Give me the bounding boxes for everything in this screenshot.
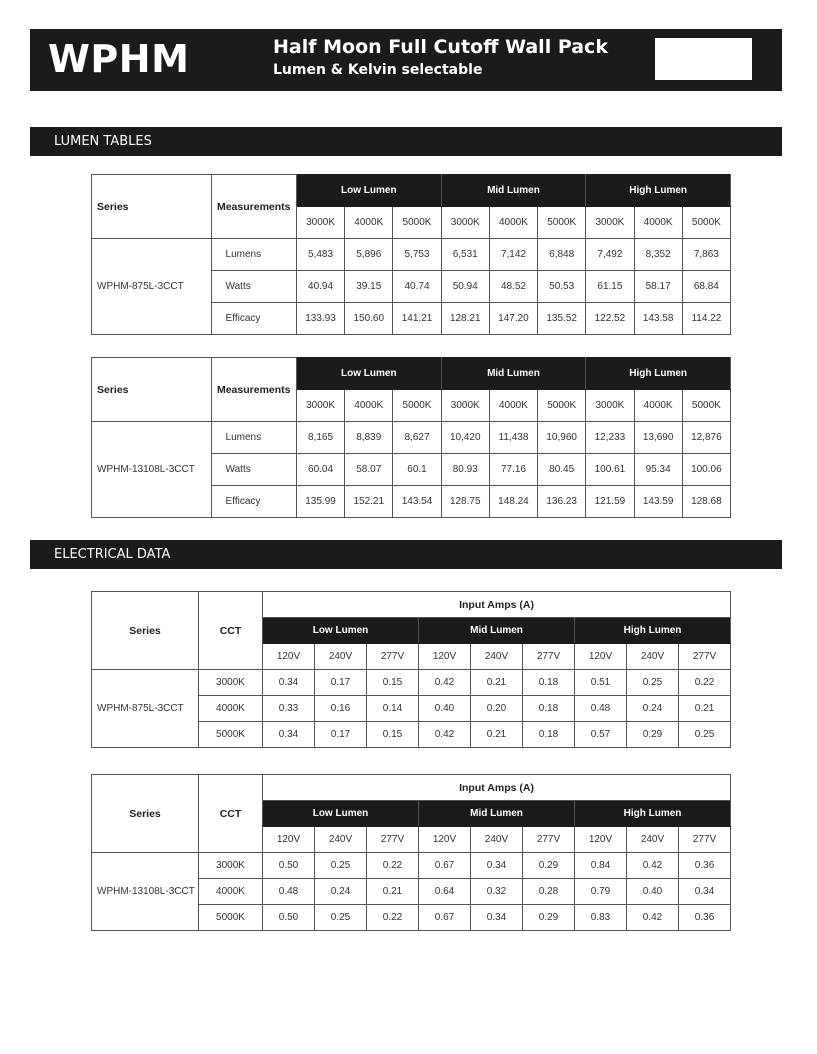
series-name: WPHM-875L-3CCT (92, 670, 199, 748)
value-cell: 141.21 (393, 303, 441, 335)
table-row (92, 422, 731, 454)
voltage-header: 240V (471, 827, 523, 853)
value-cell: 58.07 (345, 454, 393, 486)
value-cell: 0.40 (419, 696, 471, 722)
value-cell: 0.29 (523, 905, 575, 931)
value-cell: 0.42 (419, 670, 471, 696)
lumen-table (91, 357, 731, 518)
series-name: WPHM-13108L-3CCT (92, 853, 199, 931)
value-cell: 60.04 (296, 454, 344, 486)
logo-placeholder-box (655, 38, 752, 80)
cct-label: 5000K (199, 905, 263, 931)
value-cell: 0.28 (523, 879, 575, 905)
voltage-header: 120V (263, 827, 315, 853)
value-cell: 0.67 (419, 905, 471, 931)
table-row (92, 853, 731, 879)
cct-header: 3000K (441, 207, 489, 239)
voltage-header: 120V (575, 827, 627, 853)
value-cell: 0.64 (419, 879, 471, 905)
cct-header: 3000K (586, 390, 634, 422)
value-cell: 0.29 (523, 853, 575, 879)
value-cell: 7,492 (586, 239, 634, 271)
value-cell: 77.16 (489, 454, 537, 486)
value-cell: 0.25 (627, 670, 679, 696)
value-cell: 0.36 (679, 853, 731, 879)
value-cell: 0.18 (523, 696, 575, 722)
value-cell: 0.22 (367, 905, 419, 931)
cct-label: 4000K (199, 879, 263, 905)
voltage-header: 240V (471, 644, 523, 670)
series-name: WPHM-13108L-3CCT (92, 422, 212, 518)
measurement-label: Lumens (211, 422, 296, 454)
value-cell: 143.54 (393, 486, 441, 518)
voltage-header: 277V (523, 644, 575, 670)
value-cell: 0.42 (419, 722, 471, 748)
value-cell: 0.42 (627, 853, 679, 879)
value-cell: 58.17 (634, 271, 682, 303)
lumen-group-header: Mid Lumen (441, 358, 586, 390)
measurement-label: Efficacy (211, 486, 296, 518)
lumen-group-header: High Lumen (575, 618, 731, 644)
value-cell: 135.99 (296, 486, 344, 518)
voltage-header: 277V (679, 827, 731, 853)
cct-column-header: CCT (199, 592, 263, 670)
value-cell: 60.1 (393, 454, 441, 486)
value-cell: 0.25 (315, 905, 367, 931)
cct-label: 5000K (199, 722, 263, 748)
electrical-table (91, 774, 731, 931)
value-cell: 0.25 (679, 722, 731, 748)
lumen-group-header: Mid Lumen (441, 175, 586, 207)
value-cell: 143.59 (634, 486, 682, 518)
value-cell: 150.60 (345, 303, 393, 335)
cct-header: 4000K (489, 390, 537, 422)
value-cell: 95.34 (634, 454, 682, 486)
product-code: WPHM (48, 37, 190, 81)
value-cell: 0.34 (263, 722, 315, 748)
value-cell: 0.34 (471, 853, 523, 879)
product-title: Half Moon Full Cutoff Wall Pack (273, 36, 608, 58)
value-cell: 0.50 (263, 905, 315, 931)
cct-label: 4000K (199, 696, 263, 722)
voltage-header: 277V (367, 827, 419, 853)
value-cell: 0.14 (367, 696, 419, 722)
value-cell: 128.21 (441, 303, 489, 335)
measurements-header: Measurements (211, 175, 296, 239)
voltage-header: 240V (315, 827, 367, 853)
value-cell: 80.93 (441, 454, 489, 486)
value-cell: 0.83 (575, 905, 627, 931)
value-cell: 48.52 (489, 271, 537, 303)
value-cell: 0.67 (419, 853, 471, 879)
value-cell: 40.94 (296, 271, 344, 303)
value-cell: 7,142 (489, 239, 537, 271)
value-cell: 61.15 (586, 271, 634, 303)
value-cell: 0.21 (471, 670, 523, 696)
value-cell: 0.21 (679, 696, 731, 722)
value-cell: 135.52 (538, 303, 586, 335)
voltage-header: 240V (315, 644, 367, 670)
value-cell: 0.20 (471, 696, 523, 722)
value-cell: 0.16 (315, 696, 367, 722)
value-cell: 0.36 (679, 905, 731, 931)
value-cell: 0.32 (471, 879, 523, 905)
value-cell: 0.34 (263, 670, 315, 696)
series-header: Series (92, 358, 212, 422)
cct-header: 5000K (393, 390, 441, 422)
cct-column-header: CCT (199, 775, 263, 853)
value-cell: 0.57 (575, 722, 627, 748)
value-cell: 50.53 (538, 271, 586, 303)
cct-header: 5000K (682, 390, 730, 422)
input-amps-header: Input Amps (A) (263, 592, 731, 618)
lumen-group-header: High Lumen (575, 801, 731, 827)
electrical-table (91, 591, 731, 748)
voltage-header: 120V (419, 644, 471, 670)
value-cell: 10,960 (538, 422, 586, 454)
value-cell: 0.24 (627, 696, 679, 722)
lumen-group-header: Mid Lumen (419, 618, 575, 644)
voltage-header: 120V (575, 644, 627, 670)
value-cell: 5,896 (345, 239, 393, 271)
value-cell: 0.18 (523, 670, 575, 696)
value-cell: 40.74 (393, 271, 441, 303)
measurements-header: Measurements (211, 358, 296, 422)
value-cell: 0.25 (315, 853, 367, 879)
value-cell: 8,627 (393, 422, 441, 454)
value-cell: 0.24 (315, 879, 367, 905)
voltage-header: 277V (367, 644, 419, 670)
table-row (92, 239, 731, 271)
series-header: Series (92, 175, 212, 239)
lumen-group-header: Low Lumen (296, 358, 441, 390)
table-row (92, 670, 731, 696)
value-cell: 100.61 (586, 454, 634, 486)
lumen-group-header: High Lumen (586, 175, 731, 207)
value-cell: 0.48 (263, 879, 315, 905)
section-electrical-data: ELECTRICAL DATA (30, 540, 782, 569)
value-cell: 0.21 (471, 722, 523, 748)
value-cell: 0.18 (523, 722, 575, 748)
voltage-header: 120V (263, 644, 315, 670)
series-header: Series (92, 775, 199, 853)
value-cell: 0.15 (367, 722, 419, 748)
input-amps-header: Input Amps (A) (263, 775, 731, 801)
section-lumen-tables: LUMEN TABLES (30, 127, 782, 156)
value-cell: 121.59 (586, 486, 634, 518)
voltage-header: 277V (523, 827, 575, 853)
voltage-header: 240V (627, 827, 679, 853)
value-cell: 11,438 (489, 422, 537, 454)
cct-label: 3000K (199, 670, 263, 696)
value-cell: 0.34 (679, 879, 731, 905)
cct-header: 5000K (538, 390, 586, 422)
value-cell: 0.40 (627, 879, 679, 905)
value-cell: 0.17 (315, 722, 367, 748)
measurement-label: Efficacy (211, 303, 296, 335)
value-cell: 0.21 (367, 879, 419, 905)
value-cell: 8,352 (634, 239, 682, 271)
cct-header: 4000K (634, 207, 682, 239)
value-cell: 12,233 (586, 422, 634, 454)
value-cell: 8,839 (345, 422, 393, 454)
value-cell: 0.34 (471, 905, 523, 931)
lumen-group-header: Mid Lumen (419, 801, 575, 827)
value-cell: 0.48 (575, 696, 627, 722)
value-cell: 8,165 (296, 422, 344, 454)
value-cell: 114.22 (682, 303, 730, 335)
cct-header: 5000K (538, 207, 586, 239)
value-cell: 6,531 (441, 239, 489, 271)
value-cell: 0.22 (367, 853, 419, 879)
value-cell: 133.93 (296, 303, 344, 335)
page-header (30, 29, 782, 91)
lumen-group-header: High Lumen (586, 358, 731, 390)
value-cell: 0.22 (679, 670, 731, 696)
value-cell: 122.52 (586, 303, 634, 335)
value-cell: 0.17 (315, 670, 367, 696)
value-cell: 152.21 (345, 486, 393, 518)
measurement-label: Watts (211, 454, 296, 486)
series-name: WPHM-875L-3CCT (92, 239, 212, 335)
value-cell: 39.15 (345, 271, 393, 303)
lumen-group-header: Low Lumen (263, 801, 419, 827)
value-cell: 100.06 (682, 454, 730, 486)
voltage-header: 240V (627, 644, 679, 670)
value-cell: 128.75 (441, 486, 489, 518)
cct-header: 3000K (296, 390, 344, 422)
cct-header: 3000K (441, 390, 489, 422)
value-cell: 5,753 (393, 239, 441, 271)
value-cell: 7,863 (682, 239, 730, 271)
value-cell: 0.51 (575, 670, 627, 696)
value-cell: 0.15 (367, 670, 419, 696)
value-cell: 0.79 (575, 879, 627, 905)
value-cell: 136.23 (538, 486, 586, 518)
lumen-group-header: Low Lumen (263, 618, 419, 644)
voltage-header: 120V (419, 827, 471, 853)
cct-header: 3000K (296, 207, 344, 239)
cct-header: 4000K (634, 390, 682, 422)
value-cell: 0.84 (575, 853, 627, 879)
value-cell: 147.20 (489, 303, 537, 335)
value-cell: 10,420 (441, 422, 489, 454)
value-cell: 0.33 (263, 696, 315, 722)
value-cell: 6,848 (538, 239, 586, 271)
measurement-label: Watts (211, 271, 296, 303)
value-cell: 0.29 (627, 722, 679, 748)
cct-header: 5000K (682, 207, 730, 239)
cct-header: 5000K (393, 207, 441, 239)
cct-label: 3000K (199, 853, 263, 879)
value-cell: 50.94 (441, 271, 489, 303)
value-cell: 143.58 (634, 303, 682, 335)
product-subtitle: Lumen & Kelvin selectable (273, 62, 483, 78)
value-cell: 128.68 (682, 486, 730, 518)
cct-header: 4000K (345, 390, 393, 422)
value-cell: 13,690 (634, 422, 682, 454)
lumen-group-header: Low Lumen (296, 175, 441, 207)
value-cell: 0.50 (263, 853, 315, 879)
value-cell: 12,876 (682, 422, 730, 454)
series-header: Series (92, 592, 199, 670)
cct-header: 4000K (345, 207, 393, 239)
lumen-table (91, 174, 731, 335)
cct-header: 3000K (586, 207, 634, 239)
value-cell: 80.45 (538, 454, 586, 486)
voltage-header: 277V (679, 644, 731, 670)
value-cell: 0.42 (627, 905, 679, 931)
value-cell: 148.24 (489, 486, 537, 518)
measurement-label: Lumens (211, 239, 296, 271)
cct-header: 4000K (489, 207, 537, 239)
value-cell: 5,483 (296, 239, 344, 271)
value-cell: 68.84 (682, 271, 730, 303)
